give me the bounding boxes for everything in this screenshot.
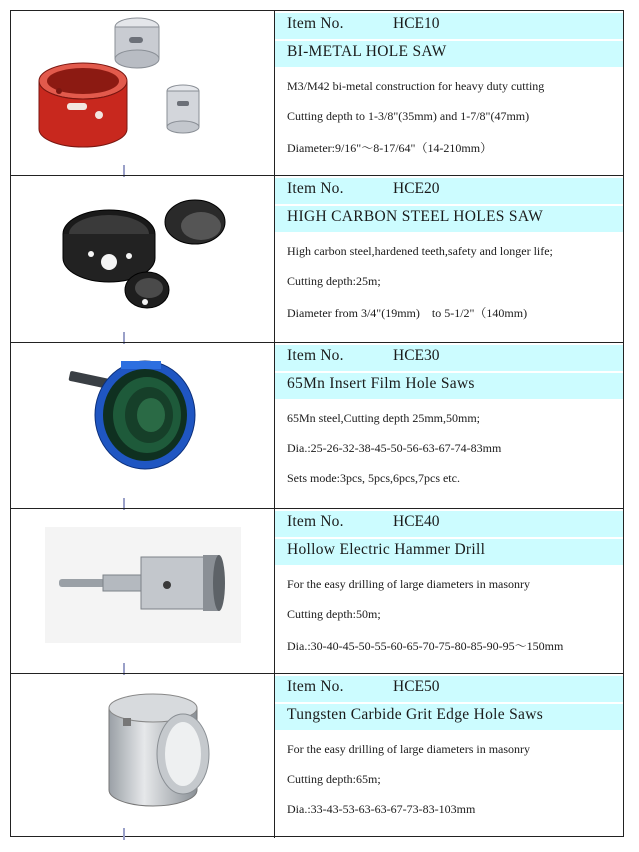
product-desc-line: High carbon steel,hardened teeth,safety and longer life;: [287, 244, 553, 258]
item-number-label: Item No.: [287, 15, 344, 32]
product-title: HIGH CARBON STEEL HOLES SAW: [287, 208, 544, 225]
product-desc-line: Cutting depth:25m;: [287, 274, 381, 288]
product-image-cell: [11, 176, 275, 342]
product-row-hce30: [11, 342, 623, 508]
product-row-hce50: [11, 673, 623, 838]
product-row-hce20: [11, 175, 623, 342]
product-desc-line: 65Mn steel,Cutting depth 25mm,50mm;: [287, 411, 480, 425]
product-info-cell: [275, 509, 623, 673]
item-code: HCE20: [393, 180, 440, 197]
item-code: HCE50: [393, 678, 440, 695]
item-number-label: Item No.: [287, 180, 344, 197]
product-image-cell: [11, 343, 275, 508]
product-image-cell: [11, 674, 275, 838]
product-info-cell: [275, 176, 623, 342]
product-desc-line: Diameter:9/16"～8-17/64"（14-210mm）: [287, 141, 493, 155]
catalog-table: [10, 10, 624, 837]
product-desc-line: Dia.:25-26-32-38-45-50-56-63-67-74-83mm: [287, 441, 502, 455]
item-code: HCE10: [393, 15, 440, 32]
product-image-cell: [11, 509, 275, 673]
product-desc-line: Dia.:30-40-45-50-55-60-65-70-75-80-85-90-95～150mm: [287, 639, 564, 653]
product-info-cell: [275, 11, 623, 175]
product-title: BI-METAL HOLE SAW: [287, 43, 447, 60]
product-row-hce10: [11, 11, 623, 175]
product-title: Hollow Electric Hammer Drill: [287, 541, 486, 558]
product-info-cell: [275, 343, 623, 508]
item-number-label: Item No.: [287, 678, 344, 695]
product-desc-line: Dia.:33-43-53-63-63-67-73-83-103mm: [287, 802, 476, 816]
product-desc-line: M3/M42 bi-metal construction for heavy duty cutting: [287, 79, 545, 93]
item-number-label: Item No.: [287, 347, 344, 364]
product-desc-line: Cutting depth:65m;: [287, 772, 381, 786]
product-info-cell: [275, 674, 623, 838]
product-desc-line: Sets mode:3pcs, 5pcs,6pcs,7pcs etc.: [287, 471, 460, 485]
product-desc-line: Diameter from 3/4"(19mm) to 5-1/2"（140mm): [287, 306, 528, 320]
carbide-grit-hole-saw-photo: [11, 674, 273, 839]
insert-film-hole-saw-photo: [11, 343, 273, 509]
product-row-hce40: [11, 508, 623, 673]
item-code: HCE30: [393, 347, 440, 364]
carbon-steel-hole-saw-photo: [11, 176, 273, 343]
hammer-drill-core-bit-photo: [11, 509, 273, 674]
item-code: HCE40: [393, 513, 440, 530]
product-desc-line: For the easy drilling of large diameters in masonry: [287, 577, 531, 591]
product-desc-line: Cutting depth to 1-3/8"(35mm) and 1-7/8"(47mm): [287, 109, 530, 123]
product-desc-line: For the easy drilling of large diameters in masonry: [287, 742, 531, 756]
product-image-cell: [11, 11, 275, 175]
product-desc-line: Cutting depth:50m;: [287, 607, 381, 621]
item-number-label: Item No.: [287, 513, 344, 530]
product-title: 65Mn Insert Film Hole Saws: [287, 375, 475, 392]
product-title: Tungsten Carbide Grit Edge Hole Saws: [287, 706, 544, 723]
row-separator-tick: [123, 828, 125, 840]
bi-metal-hole-saw-photo: [11, 11, 273, 175]
